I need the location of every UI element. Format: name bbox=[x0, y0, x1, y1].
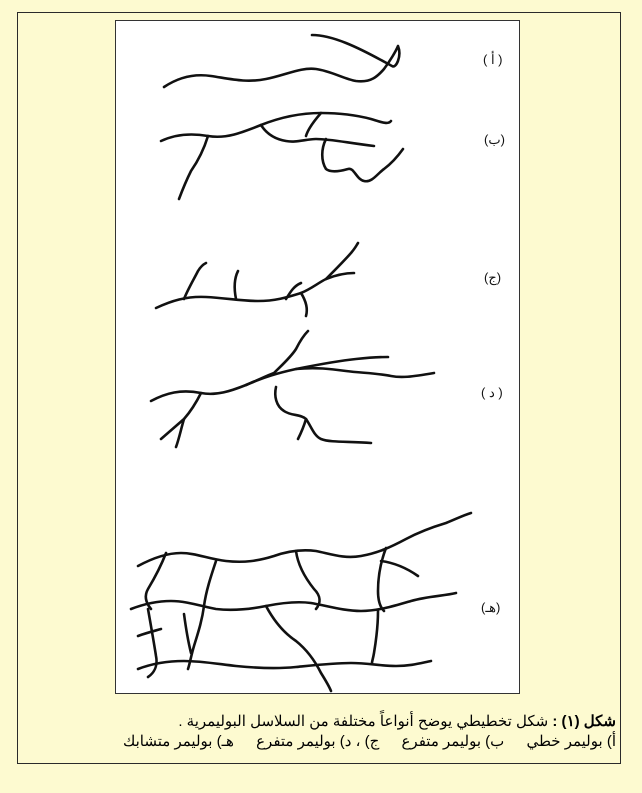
network-crosslink-8 bbox=[372, 611, 378, 663]
caption-item-b: ب) بوليمر متفرع bbox=[401, 733, 505, 750]
figure-caption bbox=[22, 712, 616, 752]
chain-d-main bbox=[151, 357, 388, 401]
caption-item-a: أ) بوليمر خطي bbox=[526, 733, 616, 750]
network-crosslink-4 bbox=[378, 548, 386, 611]
linear-polymer-chain bbox=[164, 35, 399, 87]
branched-polymer-chain-b bbox=[161, 113, 403, 199]
label-d: ( د ) bbox=[481, 385, 503, 400]
chain-b-branch-2 bbox=[261, 125, 374, 146]
network-middle-chain bbox=[131, 593, 456, 611]
branched-polymer-chain-c bbox=[156, 243, 358, 316]
chain-c-branch-2 bbox=[235, 271, 238, 299]
polymer-chains-diagram bbox=[116, 21, 521, 695]
chain-d-branch-5 bbox=[275, 387, 371, 443]
caption-title: شكل (١) : bbox=[552, 713, 616, 730]
network-crosslink-3 bbox=[296, 551, 320, 609]
chain-c-branch-4 bbox=[301, 293, 307, 316]
chain-a-main bbox=[164, 35, 399, 87]
chain-b-branch-3 bbox=[306, 113, 321, 136]
caption-line-1 bbox=[22, 712, 616, 732]
chain-d-branch-4 bbox=[296, 368, 434, 377]
chain-b-branch-1 bbox=[179, 136, 208, 199]
network-crosslink-7 bbox=[266, 606, 331, 691]
network-dangling-end-1 bbox=[138, 629, 161, 636]
branched-polymer-chain-d bbox=[151, 331, 434, 447]
diagram-panel bbox=[115, 20, 520, 694]
label-a: ( أ ) bbox=[483, 52, 503, 67]
cross-linked-polymer-network bbox=[131, 513, 471, 691]
network-bottom-chain bbox=[138, 661, 431, 669]
caption-item-e: هـ) بوليمر متشابك bbox=[122, 733, 234, 750]
network-top-chain bbox=[138, 513, 471, 566]
label-c: (ج) bbox=[484, 270, 502, 285]
caption-description: شكل تخطيطي يوضح أنواعاً مختلفة من السلاسل البوليمرية . bbox=[178, 713, 549, 730]
network-crosslink-5 bbox=[148, 609, 157, 677]
chain-c-branch-1 bbox=[184, 263, 206, 299]
network-crosslink-6 bbox=[184, 614, 191, 653]
label-e: (هـ) bbox=[481, 600, 501, 615]
chain-d-branch-6 bbox=[298, 419, 306, 439]
label-b: (ب) bbox=[484, 132, 505, 147]
chain-c-main bbox=[156, 273, 354, 308]
caption-item-cd: ج) ، د) بوليمر متفرع bbox=[256, 733, 380, 750]
chain-d-branch-3 bbox=[246, 331, 308, 385]
caption-line-2 bbox=[22, 732, 616, 752]
network-dangling-end-2 bbox=[381, 561, 418, 576]
